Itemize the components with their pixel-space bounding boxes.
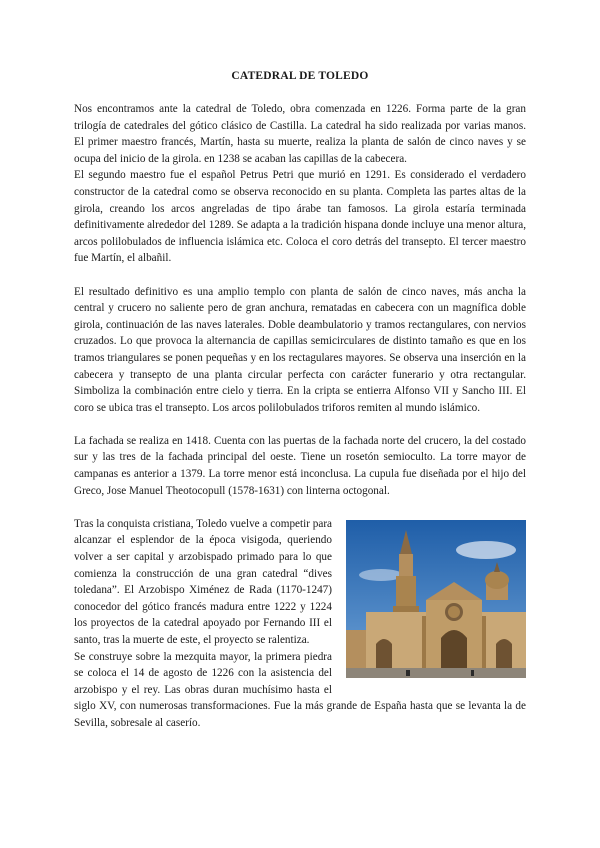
page-title: CATEDRAL DE TOLEDO — [231, 70, 369, 82]
paragraph-conquest — [74, 516, 526, 649]
cathedral-photo — [346, 520, 526, 678]
paragraph-intro: Nos encontramos ante la catedral de Toledo, obra comenzada en 1226. Forma parte de la gran trilogía de catedrales del gótico clásico de Castilla. La catedral ha sido realizada por varias manos. El primer maestro francés, Martín, hasta su muerte, realiza la planta de salón de cinco naves y se ocupa del inicio de la girola. en 1238 se acaban las capillas de la cabecera. — [74, 103, 526, 165]
history-block — [74, 516, 526, 732]
paragraph-result: El resultado definitivo es una amplio templo con planta de salón de cinco naves, más ancha la central y crucero no saliente pero de gran anchura, rematadas en cabecera con un magnífica doble girola, continuación de las naves laterales. Doble deambulatorio y tramos rectangulares, con nervios cruzados. Lo que provoca la alternancia de capillas semicirculares de distinto tamaño es que en los tramos triangulares se ponen pequeñas y en los rectagulares mayores. Se observa una inserción en la cabecera y transepto de una planta circular perfecta con carácter funerario y otra rectangular. Simboliza la combinación entre cielo y tierra. En la cripta se entierra Alfonso VII y Sancho III. El coro se ubica tras el transepto. Los arcos polilobulados triforos remiten al mundo islámico. — [74, 285, 526, 414]
paragraph-gap — [74, 499, 526, 516]
paragraph-construction: Se construye sobre la mezquita mayor, la primera piedra se coloca el 14 de agosto de 1226 con la asistencia del arzobispo y el rey. Las obras duran muchísimo hasta el siglo XV, con numerosas transformaciones. Fue la más grande de España hasta que se levanta la de Sevilla, sobresale al caserío. — [74, 650, 526, 729]
paragraph-conquest-text: Tras la conquista cristiana, Toledo vuelve a competir para alcanzar el esplendor de la época visigoda, queriendo volver a ser capital y arzobispado primado para lo que comienza la construcción de una gran catedral “dives toledana”. El Arzobispo Ximénez de Rada (1170-1247) conocedor del gótico francés madura entre 1222 y 1224 los proyectos de la catedral apoyado por Fernando III el santo, tras la muerte de este, el proyecto se ralentiza. — [74, 517, 333, 646]
paragraph-second-master: El segundo maestro fue el español Petrus Petri que murió en 1291. Es considerado el verdadero constructor de la catedral como se observa reconocido en su planta. Completa las partes altas de la girola, creando los arcos angreladas de tipo árabe tan famosos. La girola estaría terminada definitivamente alrededor del 1289. Se adapta a la tradición hispana donde incluye una menor altura, arcos polilobulados de influencia islámica etc. Coloca el coro detrás del transepto. El tercer maestro fue Martín, el albañil. — [74, 169, 526, 265]
paragraph-facade: La fachada se realiza en 1418. Cuenta con las puertas de la fachada norte del crucero, la del costado sur y las tres de la fachada principal del oeste. Tiene un rosetón semioculto. La torre mayor de campanas es anterior a 1379. La torre menor está inconclusa. La cupula fue diseñada por el hijo del Greco, Jose Manuel Theotocopull (1578-1631) con linterna octogonal. — [74, 434, 526, 497]
paragraph-gap — [74, 416, 526, 433]
paragraph-gap — [74, 267, 526, 284]
